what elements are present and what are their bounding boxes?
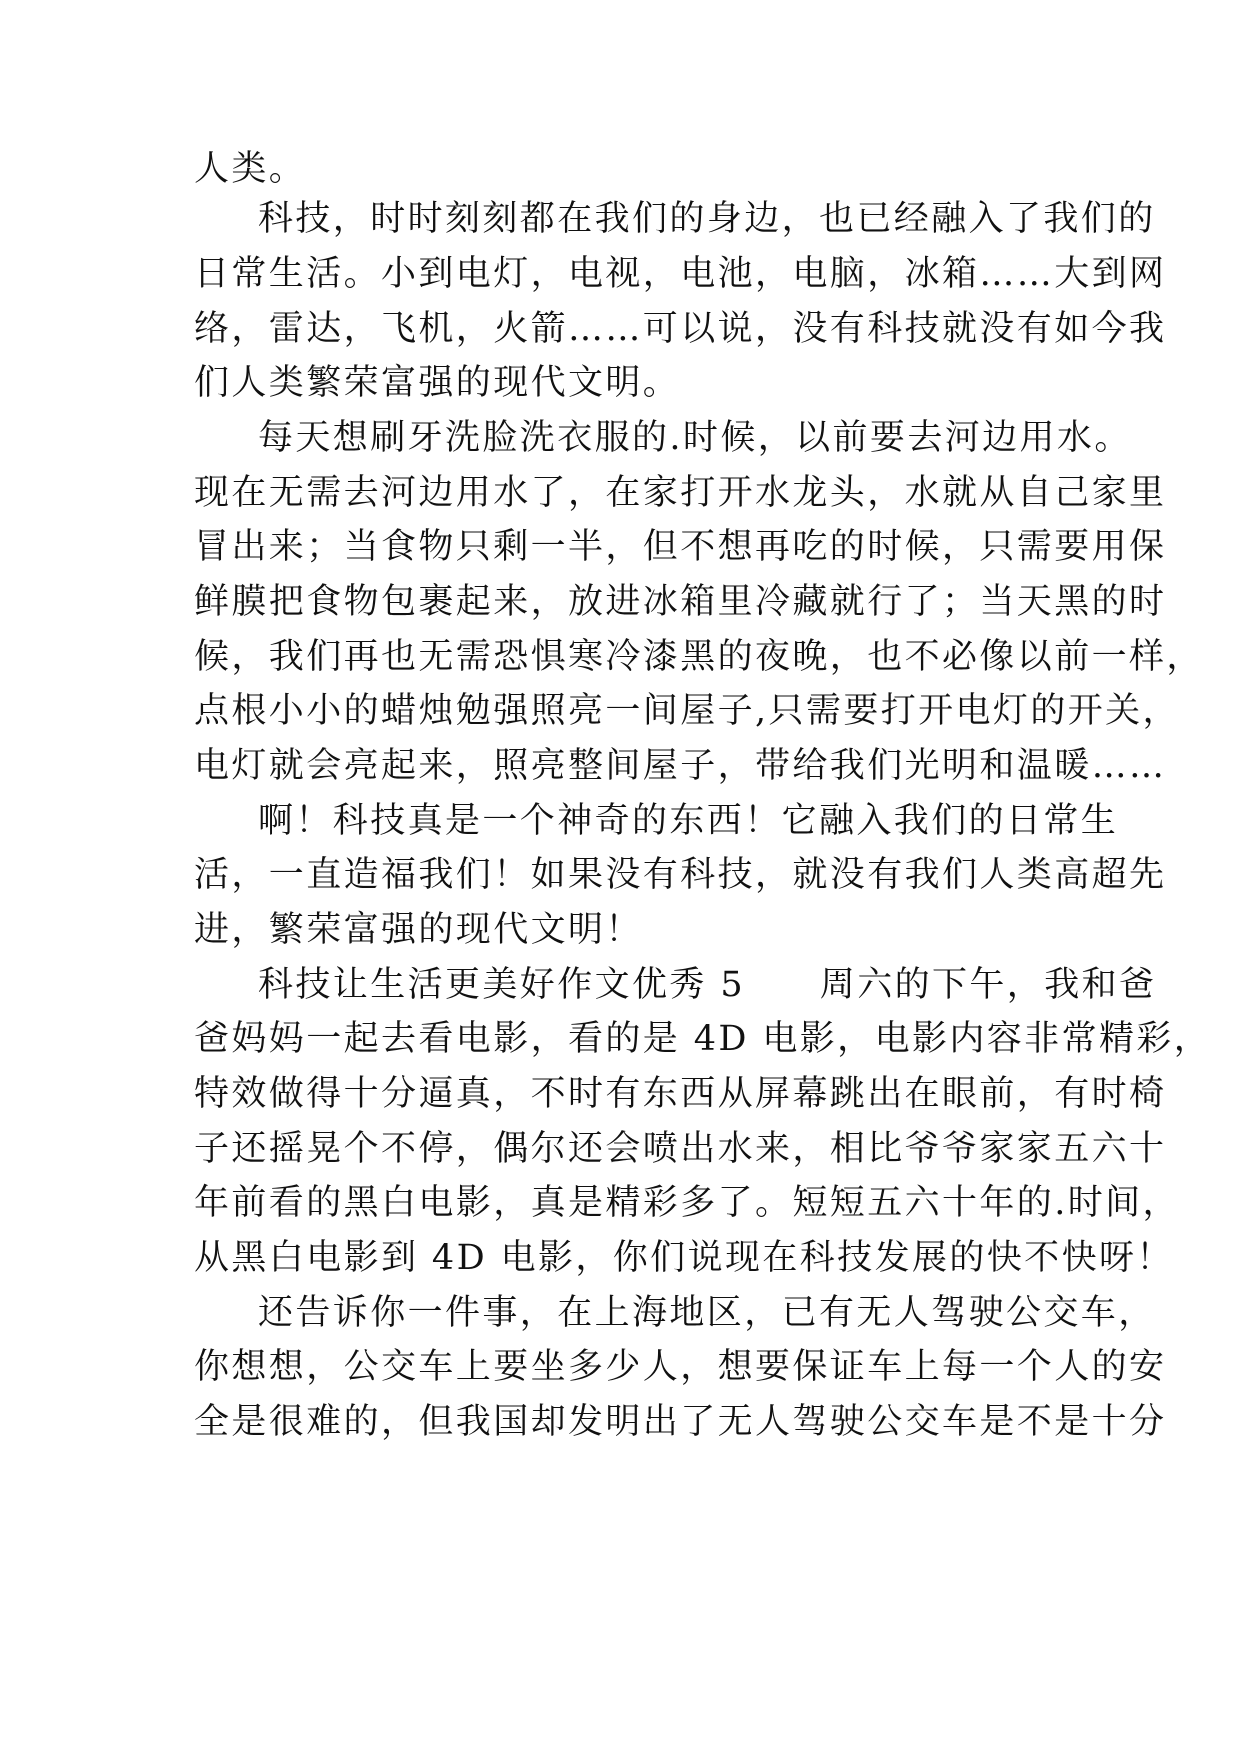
text-line: 科技，时时刻刻都在我们的身边，也已经融入了我们的 [258,199,1156,239]
text-line: 进，繁荣富强的现代文明！ [194,910,643,950]
text-line: 特效做得十分逼真，不时有东西从屏幕跳出在眼前，有时椅 [194,1074,1167,1114]
text-line: 年前看的黑白电影，真是精彩多了。短短五六十年的.时间， [194,1183,1180,1223]
text-line: 日常生活。小到电灯，电视，电池，电脑，冰箱……大到网 [194,254,1167,294]
text-line: 啊！科技真是一个神奇的东西！它融入我们的日常生 [258,801,1119,841]
text-line: 们人类繁荣富强的现代文明。 [194,363,681,403]
text-line: 点根小小的蜡烛勉强照亮一间屋子,只需要打开电灯的开关， [194,691,1180,731]
text-line: 子还摇晃个不停，偶尔还会喷出水来，相比爷爷家家五六十 [194,1129,1167,1169]
text-line: 科技让生活更美好作文优秀 5 周六的下午，我和爸 [258,965,1157,1005]
text-line: 爸妈妈一起去看电影，看的是 4D 电影，电影内容非常精彩， [194,1019,1212,1059]
text-line: 络，雷达，飞机，火箭……可以说，没有科技就没有如今我 [194,309,1167,349]
text-line: 人类。 [194,149,307,189]
text-line: 鲜膜把食物包裹起来，放进冰箱里冷藏就行了；当天黑的时 [194,582,1167,622]
text-line: 从黑白电影到 4D 电影，你们说现在科技发展的快不快呀！ [194,1238,1174,1278]
text-line: 你想想，公交车上要坐多少人，想要保证车上每一个人的安 [194,1347,1167,1387]
text-line: 还告诉你一件事，在上海地区，已有无人驾驶公交车， [258,1293,1156,1333]
text-line: 电灯就会亮起来，照亮整间屋子，带给我们光明和温暖…… [194,746,1167,786]
text-line: 候，我们再也无需恐惧寒冷漆黑的夜晚，也不必像以前一样， [194,637,1204,677]
text-line: 全是很难的，但我国却发明出了无人驾驶公交车是不是十分 [194,1402,1167,1442]
text-line: 冒出来；当食物只剩一半，但不想再吃的时候，只需要用保 [194,527,1167,567]
text-line: 每天想刷牙洗脸洗衣服的.时候，以前要去河边用水。 [258,418,1132,458]
text-line: 活，一直造福我们！如果没有科技，就没有我们人类高超先 [194,855,1167,895]
text-line: 现在无需去河边用水了，在家打开水龙头，水就从自己家里 [194,473,1167,513]
